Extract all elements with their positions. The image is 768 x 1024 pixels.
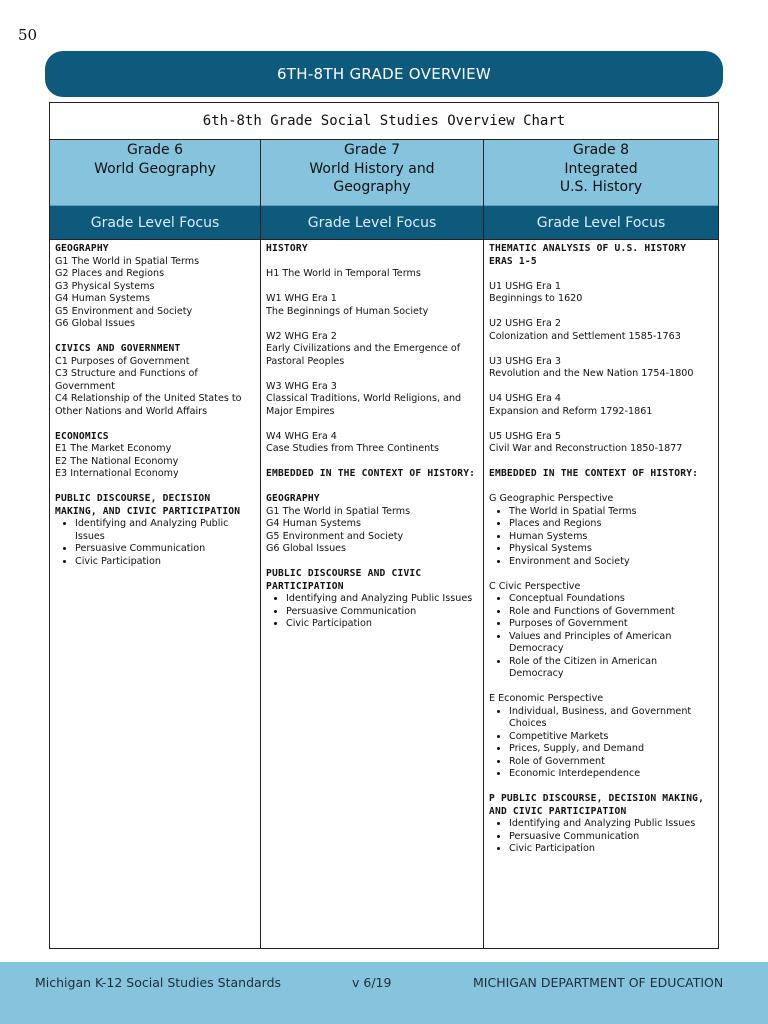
content-section xyxy=(489,468,714,481)
grade-7-column xyxy=(261,140,484,948)
grade-6-column xyxy=(50,140,261,948)
grade-header-line: Geography xyxy=(333,179,411,195)
content-section xyxy=(489,243,714,268)
section-heading: EMBEDDED IN THE CONTEXT OF HISTORY: xyxy=(266,468,476,479)
content-section xyxy=(266,381,479,419)
overview-banner xyxy=(45,51,723,97)
section-line: Classical Traditions, World Religions, and Major Empires xyxy=(266,393,462,417)
section-line: E Economic Perspective xyxy=(489,693,604,704)
section-line: U3 USHG Era 3 xyxy=(489,355,562,367)
section-heading: THEMATIC ANALYSIS OF U.S. HISTORY ERAS 1-5 xyxy=(489,243,687,267)
section-line: W2 WHG Era 2 xyxy=(266,330,337,342)
grade-level-focus: Grade Level Focus xyxy=(50,206,260,240)
bullet-list xyxy=(489,506,714,569)
grade-header-line: Grade 7 xyxy=(343,142,401,158)
bullet-item: • Role and Functions of Government xyxy=(509,606,714,619)
section-heading: ECONOMICS xyxy=(55,430,109,442)
section-heading: HISTORY xyxy=(266,243,308,254)
section-line: W1 WHG Era 1 xyxy=(266,293,337,304)
section-line: G4 Human Systems xyxy=(266,518,362,529)
section-line: E2 The National Economy xyxy=(55,455,179,467)
content-section xyxy=(266,293,479,318)
bullet-item: • Civic Participation xyxy=(509,843,714,856)
section-line: G4 Human Systems xyxy=(55,293,151,304)
grade-header-line: World Geography xyxy=(94,160,216,177)
grade-columns xyxy=(50,140,718,948)
footer-department: MICHIGAN DEPARTMENT OF EDUCATION xyxy=(473,975,724,990)
content-section xyxy=(266,568,479,631)
banner-title: 6TH-8TH GRADE OVERVIEW xyxy=(276,65,492,83)
content-section xyxy=(266,493,479,556)
section-heading: PUBLIC DISCOURSE, DECISION MAKING, AND CIVIC PARTICIPATION xyxy=(55,493,241,517)
grade-level-focus: Grade Level Focus xyxy=(261,206,483,240)
bullet-item: • Conceptual Foundations xyxy=(509,593,714,606)
section-heading: GEOGRAPHY xyxy=(55,243,109,254)
section-line: G5 Environment and Society xyxy=(55,305,193,317)
section-line: The Beginnings of Human Society xyxy=(266,305,429,317)
bullet-item: • Civic Participation xyxy=(75,556,256,569)
content-section xyxy=(489,393,714,418)
section-heading: CIVICS AND GOVERNMENT xyxy=(55,343,181,354)
bullet-item: • Human Systems xyxy=(509,531,714,544)
section-line: E1 The Market Economy xyxy=(55,443,172,454)
section-line: U5 USHG Era 5 xyxy=(489,430,562,442)
section-line: W3 WHG Era 3 xyxy=(266,380,337,392)
section-line: G3 Physical Systems xyxy=(55,280,155,292)
grade-header-line: Integrated xyxy=(564,160,638,177)
page-footer xyxy=(0,962,768,1024)
content-section xyxy=(266,243,479,256)
grade-8-column xyxy=(484,140,718,948)
bullet-item: • Physical Systems xyxy=(509,543,714,556)
grade-header-line: Grade 6 xyxy=(126,142,184,158)
grade-content xyxy=(484,240,718,868)
grade-content xyxy=(261,240,483,643)
section-line: G2 Places and Regions xyxy=(55,268,165,279)
grade-level-focus: Grade Level Focus xyxy=(484,206,718,240)
section-heading: EMBEDDED IN THE CONTEXT OF HISTORY: xyxy=(489,468,699,479)
bullet-list xyxy=(489,593,714,681)
content-section xyxy=(266,468,479,481)
section-heading: PUBLIC DISCOURSE AND CIVIC PARTICIPATION xyxy=(266,568,422,592)
content-section xyxy=(489,693,714,781)
content-section xyxy=(55,343,256,418)
bullet-item: • Values and Principles of American Democracy xyxy=(509,631,714,656)
grade-header xyxy=(484,140,718,206)
content-section xyxy=(55,493,256,568)
section-line: U2 USHG Era 2 xyxy=(489,318,562,329)
section-line: H1 The World in Temporal Terms xyxy=(266,268,421,279)
overview-chart xyxy=(49,102,719,949)
grade-content xyxy=(50,240,260,581)
bullet-item: • Civic Participation xyxy=(286,618,479,631)
content-section xyxy=(489,581,714,681)
section-line: G1 The World in Spatial Terms xyxy=(55,255,200,267)
grade-header xyxy=(261,140,483,206)
section-line: C3 Structure and Functions of Government xyxy=(55,368,198,392)
grade-header xyxy=(50,140,260,206)
section-line: Case Studies from Three Continents xyxy=(266,443,439,454)
section-line: Colonization and Settlement 1585-1763 xyxy=(489,330,681,342)
bullet-item: • Persuasive Communication xyxy=(509,831,714,844)
page-number: 50 xyxy=(18,26,38,44)
content-section xyxy=(266,431,479,456)
bullet-item: • Places and Regions xyxy=(509,518,714,531)
section-line: Beginnings to 1620 xyxy=(489,293,583,304)
section-line: G Geographic Perspective xyxy=(489,493,614,504)
bullet-item: • Persuasive Communication xyxy=(286,606,479,619)
section-line: Civil War and Reconstruction 1850-1877 xyxy=(489,443,683,454)
bullet-item: • Individual, Business, and Government Choices xyxy=(509,706,714,731)
section-line: G6 Global Issues xyxy=(55,318,136,329)
section-heading: P PUBLIC DISCOURSE, DECISION MAKING, AND CIVIC PARTICIPATION xyxy=(489,793,705,817)
bullet-item: • Persuasive Communication xyxy=(75,543,256,556)
section-line: W4 WHG Era 4 xyxy=(266,430,337,442)
grade-header-line: U.S. History xyxy=(559,179,643,195)
bullet-item: • Role of Government xyxy=(509,756,714,769)
section-line: U1 USHG Era 1 xyxy=(489,280,562,292)
grade-header-line: Grade 8 xyxy=(572,142,630,158)
bullet-item: • Economic Interdependence xyxy=(509,768,714,781)
content-section xyxy=(489,793,714,856)
bullet-list xyxy=(55,518,256,568)
content-section xyxy=(489,431,714,456)
section-line: Expansion and Reform 1792-1861 xyxy=(489,405,653,417)
bullet-item: • Identifying and Analyzing Public Issues xyxy=(509,818,714,831)
section-line: C4 Relationship of the United States to Other Nations and World Affairs xyxy=(55,393,242,417)
bullet-item: • Environment and Society xyxy=(509,556,714,569)
bullet-item: • Purposes of Government xyxy=(509,618,714,631)
section-line: C1 Purposes of Government xyxy=(55,355,190,367)
section-line: C Civic Perspective xyxy=(489,580,581,592)
section-line: Revolution and the New Nation 1754-1800 xyxy=(489,368,694,379)
bullet-item: • Identifying and Analyzing Public Issues xyxy=(286,593,479,606)
bullet-item: • Identifying and Analyzing Public Issues xyxy=(75,518,256,543)
content-section xyxy=(489,281,714,306)
chart-title: 6th-8th Grade Social Studies Overview Chart xyxy=(50,103,718,140)
bullet-list xyxy=(266,593,479,631)
content-section xyxy=(266,331,479,369)
footer-publication: Michigan K-12 Social Studies Standards xyxy=(35,975,282,990)
content-section xyxy=(489,493,714,568)
content-section xyxy=(55,431,256,481)
bullet-item: • The World in Spatial Terms xyxy=(509,506,714,519)
footer-version: v 6/19 xyxy=(352,975,392,990)
section-line: Early Civilizations and the Emergence of Pastoral Peoples xyxy=(266,343,461,367)
content-section xyxy=(489,356,714,381)
bullet-item: • Prices, Supply, and Demand xyxy=(509,743,714,756)
section-line: G5 Environment and Society xyxy=(266,530,404,542)
bullet-item: • Role of the Citizen in American Democracy xyxy=(509,656,714,681)
grade-header-line: World History and xyxy=(309,160,435,177)
section-line: G1 The World in Spatial Terms xyxy=(266,505,411,517)
section-heading: GEOGRAPHY xyxy=(266,493,320,504)
section-line: E3 International Economy xyxy=(55,468,179,479)
section-line: U4 USHG Era 4 xyxy=(489,393,562,404)
bullet-item: • Competitive Markets xyxy=(509,731,714,744)
content-section xyxy=(489,318,714,343)
section-line: G6 Global Issues xyxy=(266,543,347,554)
content-section xyxy=(266,268,479,281)
bullet-list xyxy=(489,706,714,781)
content-section xyxy=(55,243,256,331)
bullet-list xyxy=(489,818,714,856)
